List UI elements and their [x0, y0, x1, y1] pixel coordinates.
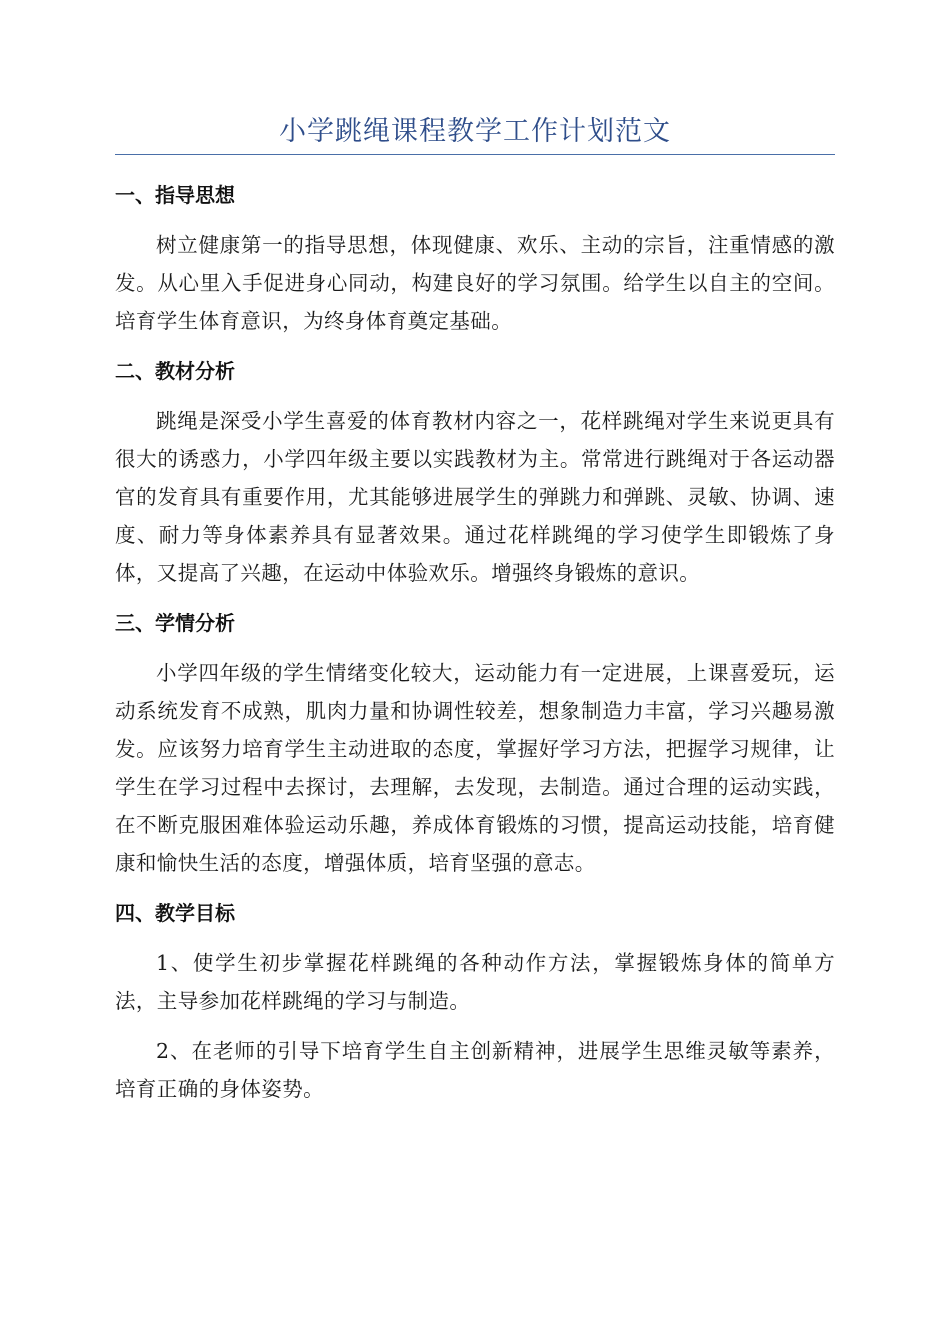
section-heading: 二、教材分析 [115, 359, 235, 383]
section-paragraph: 小学四年级的学生情绪变化较大，运动能力有一定进展，上课喜爱玩，运动系统发育不成熟，肌肉力量和协调性较差，想象制造力丰富，学习兴趣易激发。应该努力培育学生主动进取的态度，掌握好学习方法，把握学习规律，让学生在学习过程中去探讨，去理解，去发现，去制造。通过合理的运动实践，在不断克服困难体验运动乐趣，养成体育锻炼的习惯，提高运动技能，培育健康和愉快生活的态度，增强体质，培育坚强的意志。 [115, 661, 835, 875]
section-heading: 四、教学目标 [115, 901, 235, 925]
section-paragraph: 跳绳是深受小学生喜爱的体育教材内容之一，花样跳绳对学生来说更具有很大的诱惑力，小学四年级主要以实践教材为主。常常进行跳绳对于各运动器官的发育具有重要作用，尤其能够进展学生的弹跳力和弹跳、灵敏、协调、速度、耐力等身体素养具有显著效果。通过花样跳绳的学习使学生即锻炼了身体，又提高了兴趣，在运动中体验欢乐。增强终身锻炼的意识。 [115, 409, 835, 585]
section-heading: 一、指导思想 [115, 183, 235, 207]
document-body [115, 176, 835, 1120]
section-paragraph: 树立健康第一的指导思想，体现健康、欢乐、主动的宗旨，注重情感的激发。从心里入手促进身心同动，构建良好的学习氛围。给学生以自主的空间。培育学生体育意识，为终身体育奠定基础。 [115, 233, 835, 333]
section-material-analysis [115, 352, 835, 592]
goal-item-2: 2、在老师的引导下培育学生自主创新精神，进展学生思维灵敏等素养，培育正确的身体姿势。 [115, 1039, 835, 1101]
title-underline [115, 154, 835, 155]
section-student-analysis [115, 604, 835, 882]
section-guiding-ideology [115, 176, 835, 340]
document-title: 小学跳绳课程教学工作计划范文 [279, 116, 671, 147]
section-heading: 三、学情分析 [115, 611, 235, 635]
goal-item-1: 1、使学生初步掌握花样跳绳的各种动作方法，掌握锻炼身体的简单方法，主导参加花样跳绳的学习与制造。 [115, 951, 835, 1013]
section-teaching-goals [115, 894, 835, 1108]
